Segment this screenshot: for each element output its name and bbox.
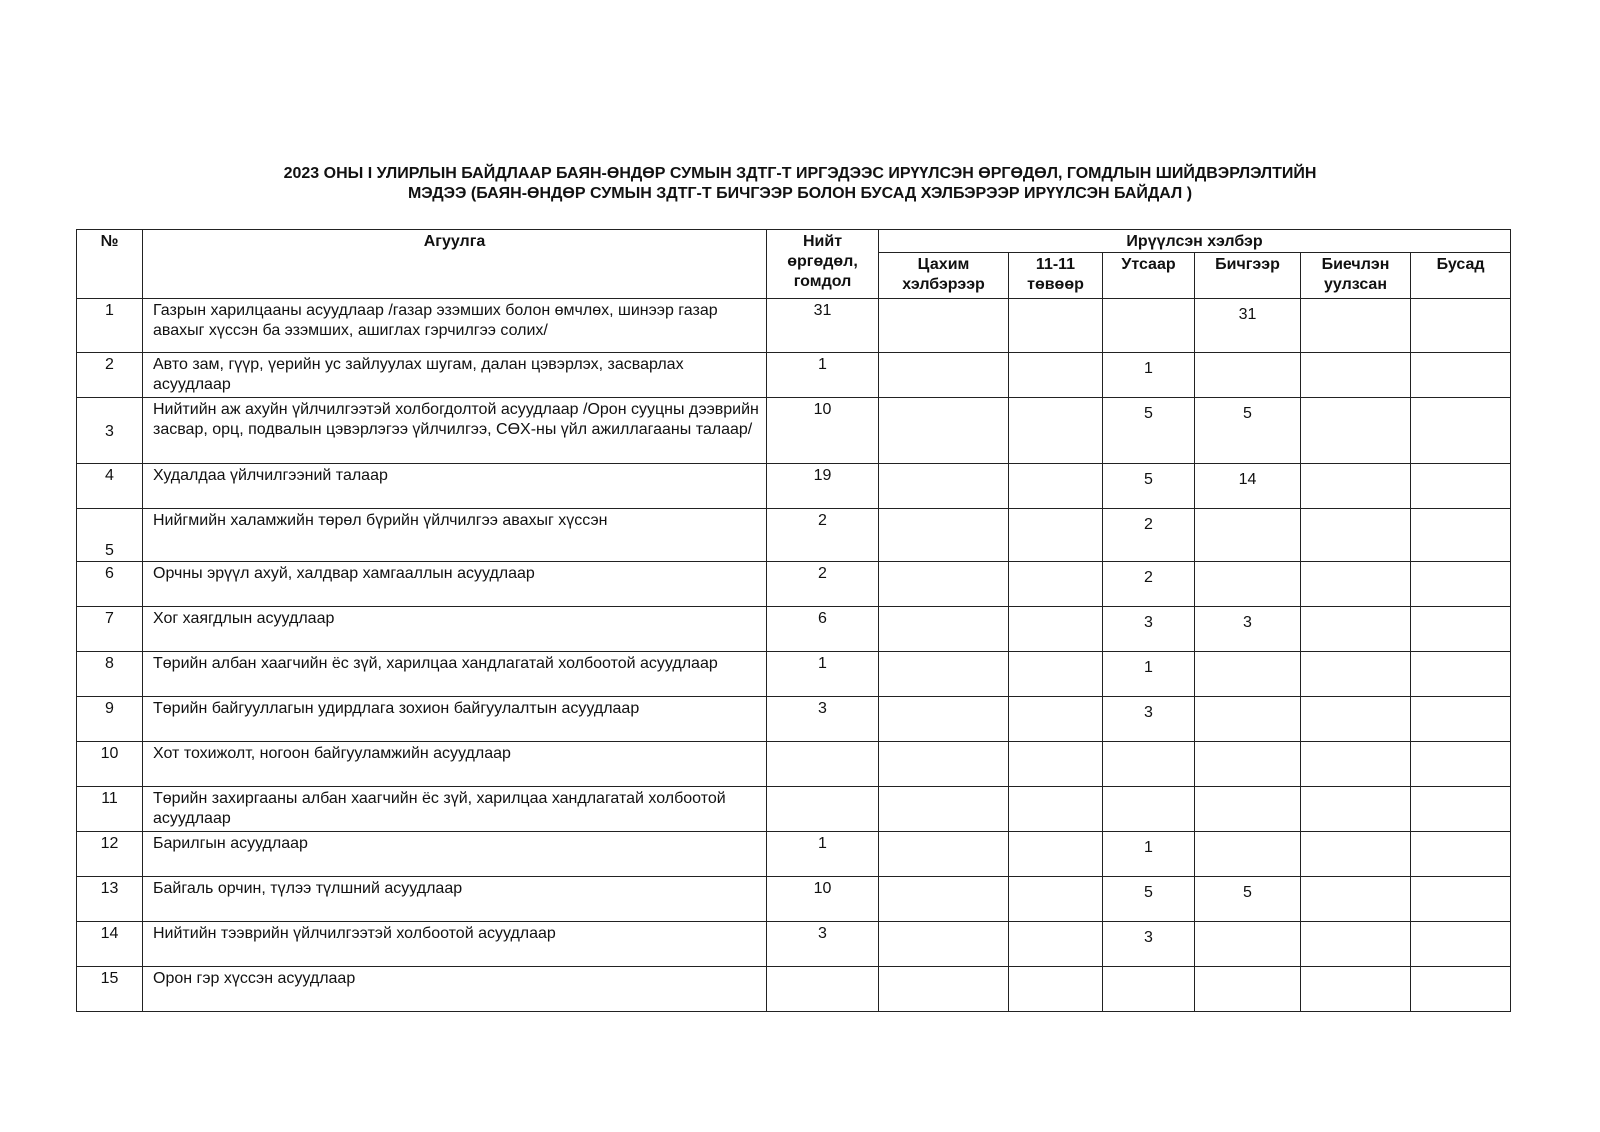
row-in-person: [1301, 398, 1411, 464]
report-title-line-2: МЭДЭЭ (БАЯН-ӨНДӨР СУМЫН ЗДТГ-Т БИЧГЭЭР БОЛОН БУСАД ХЭЛБЭРЭЭР ИРҮҮЛСЭН БАЙДАЛ ): [407, 185, 1193, 202]
row-content: Байгаль орчин, түлээ түлшний асуудлаар: [143, 877, 767, 922]
report-title-line-1: 2023 ОНЫ I УЛИРЛЫН БАЙДЛААР БАЯН-ӨНДӨР СУМЫН ЗДТГ-Т ИРГЭДЭЭС ИРҮҮЛСЭН ӨРГӨДӨЛ, ГОМДЛЫН ШИЙДВЭРЛЭЛТИЙН: [283, 165, 1317, 182]
row-number: 7: [77, 607, 143, 652]
table-row: [77, 697, 1511, 742]
row-phone: 1: [1103, 652, 1195, 697]
table-row: [77, 877, 1511, 922]
table-row: [77, 832, 1511, 877]
row-hotline: [1009, 562, 1103, 607]
table-row: [77, 299, 1511, 353]
row-electronic: [879, 652, 1009, 697]
report-title: [150, 164, 1450, 204]
row-in-person: [1301, 742, 1411, 787]
row-total: [767, 787, 879, 832]
row-in-person: [1301, 607, 1411, 652]
row-in-person: [1301, 562, 1411, 607]
row-total: 6: [767, 607, 879, 652]
row-written: [1195, 787, 1301, 832]
row-other: [1411, 299, 1511, 353]
row-written: [1195, 922, 1301, 967]
row-hotline: [1009, 509, 1103, 562]
row-content: Хот тохижолт, ногоон байгууламжийн асуудлаар: [143, 742, 767, 787]
row-phone: 5: [1103, 464, 1195, 509]
row-total: 1: [767, 832, 879, 877]
row-number: 4: [77, 464, 143, 509]
row-phone: 5: [1103, 398, 1195, 464]
row-hotline: [1009, 607, 1103, 652]
row-electronic: [879, 832, 1009, 877]
row-in-person: [1301, 787, 1411, 832]
row-hotline: [1009, 787, 1103, 832]
row-total: 2: [767, 562, 879, 607]
row-content: Хог хаягдлын асуудлаар: [143, 607, 767, 652]
table-row: [77, 398, 1511, 464]
row-phone: [1103, 787, 1195, 832]
row-electronic: [879, 509, 1009, 562]
row-number: 13: [77, 877, 143, 922]
table-row: [77, 967, 1511, 1012]
row-total: 3: [767, 922, 879, 967]
row-in-person: [1301, 877, 1411, 922]
row-number: 9: [77, 697, 143, 742]
row-total: 1: [767, 652, 879, 697]
row-written: 31: [1195, 299, 1301, 353]
row-electronic: [879, 787, 1009, 832]
row-hotline: [1009, 922, 1103, 967]
row-electronic: [879, 464, 1009, 509]
table-row: [77, 509, 1511, 562]
row-number: 10: [77, 742, 143, 787]
row-total: 10: [767, 398, 879, 464]
row-total: 19: [767, 464, 879, 509]
row-other: [1411, 787, 1511, 832]
row-content: Орон гэр хүссэн асуудлаар: [143, 967, 767, 1012]
table-row: [77, 562, 1511, 607]
row-content: Төрийн байгууллагын удирдлага зохион байгуулалтын асуудлаар: [143, 697, 767, 742]
row-hotline: [1009, 967, 1103, 1012]
row-total: 3: [767, 697, 879, 742]
row-in-person: [1301, 967, 1411, 1012]
header-other: Бусад: [1411, 253, 1511, 299]
row-content: Нийгмийн халамжийн төрөл бүрийн үйлчилгээ авахыг хүссэн: [143, 509, 767, 562]
row-written: 5: [1195, 877, 1301, 922]
row-number: 12: [77, 832, 143, 877]
row-phone: [1103, 299, 1195, 353]
row-written: [1195, 697, 1301, 742]
row-content: Авто зам, гүүр, үерийн ус зайлуулах шугам, далан цэвэрлэх, засварлах асуудлаар: [143, 353, 767, 398]
row-electronic: [879, 967, 1009, 1012]
row-content: Газрын харилцааны асуудлаар /газар эзэмших болон өмчлөх, шинээр газар авахыг хүссэн ба эзэмших, ашиглах гэрчилгээ солих/: [143, 299, 767, 353]
header-total: Нийт өргөдөл, гомдол: [767, 230, 879, 299]
row-content: Төрийн албан хаагчийн ёс зүй, харилцаа хандлагатай холбоотой асуудлаар: [143, 652, 767, 697]
row-number: 11: [77, 787, 143, 832]
row-written: [1195, 742, 1301, 787]
row-other: [1411, 967, 1511, 1012]
header-row-1: [77, 230, 1511, 253]
row-total: 10: [767, 877, 879, 922]
header-no: №: [77, 230, 143, 299]
header-submission-form: Ирүүлсэн хэлбэр: [879, 230, 1511, 253]
row-phone: 3: [1103, 922, 1195, 967]
row-total: 31: [767, 299, 879, 353]
row-written: 5: [1195, 398, 1301, 464]
row-total: 1: [767, 353, 879, 398]
row-content: Нийтийн аж ахуйн үйлчилгээтэй холбогдолтой асуудлаар /Орон сууцны дээврийн засвар, орц, подвалын цэвэрлэгээ үйлчилгээ, СӨХ-ны үйл ажиллагааны талаар/: [143, 398, 767, 464]
header-hotline: 11-11 төвөөр: [1009, 253, 1103, 299]
row-in-person: [1301, 832, 1411, 877]
table-row: [77, 742, 1511, 787]
row-phone: 3: [1103, 607, 1195, 652]
row-in-person: [1301, 922, 1411, 967]
row-electronic: [879, 562, 1009, 607]
row-number: 3: [77, 398, 143, 464]
row-total: [767, 742, 879, 787]
row-phone: 1: [1103, 353, 1195, 398]
row-other: [1411, 877, 1511, 922]
row-number: 15: [77, 967, 143, 1012]
row-written: 3: [1195, 607, 1301, 652]
row-electronic: [879, 299, 1009, 353]
row-total: 2: [767, 509, 879, 562]
table-row: [77, 652, 1511, 697]
row-in-person: [1301, 652, 1411, 697]
row-written: 14: [1195, 464, 1301, 509]
row-written: [1195, 832, 1301, 877]
row-phone: 3: [1103, 697, 1195, 742]
header-in-person: Биечлэн уулзсан: [1301, 253, 1411, 299]
row-in-person: [1301, 353, 1411, 398]
row-in-person: [1301, 464, 1411, 509]
row-content: Барилгын асуудлаар: [143, 832, 767, 877]
row-in-person: [1301, 509, 1411, 562]
row-content: Төрийн захиргааны албан хаагчийн ёс зүй, харилцаа хандлагатай холбоотой асуудлаар: [143, 787, 767, 832]
row-phone: 5: [1103, 877, 1195, 922]
row-electronic: [879, 398, 1009, 464]
row-other: [1411, 652, 1511, 697]
row-total: [767, 967, 879, 1012]
row-electronic: [879, 922, 1009, 967]
header-content: Агуулга: [143, 230, 767, 299]
header-phone: Утсаар: [1103, 253, 1195, 299]
row-phone: 1: [1103, 832, 1195, 877]
row-other: [1411, 922, 1511, 967]
row-in-person: [1301, 697, 1411, 742]
row-content: Худалдаа үйлчилгээний талаар: [143, 464, 767, 509]
row-other: [1411, 464, 1511, 509]
row-phone: 2: [1103, 562, 1195, 607]
row-other: [1411, 509, 1511, 562]
header-electronic: Цахим хэлбэрээр: [879, 253, 1009, 299]
row-number: 2: [77, 353, 143, 398]
row-hotline: [1009, 832, 1103, 877]
row-phone: [1103, 967, 1195, 1012]
row-number: 1: [77, 299, 143, 353]
table-row: [77, 787, 1511, 832]
table-row: [77, 607, 1511, 652]
row-phone: [1103, 742, 1195, 787]
row-other: [1411, 742, 1511, 787]
row-electronic: [879, 877, 1009, 922]
complaints-table: [76, 229, 1511, 1012]
row-hotline: [1009, 652, 1103, 697]
header-written: Бичгээр: [1195, 253, 1301, 299]
row-number: 8: [77, 652, 143, 697]
table-row: [77, 922, 1511, 967]
row-written: [1195, 353, 1301, 398]
row-content: Орчны эрүүл ахуй, халдвар хамгааллын асуудлаар: [143, 562, 767, 607]
row-in-person: [1301, 299, 1411, 353]
row-written: [1195, 652, 1301, 697]
row-content: Нийтийн тээврийн үйлчилгээтэй холбоотой асуудлаар: [143, 922, 767, 967]
row-other: [1411, 607, 1511, 652]
row-written: [1195, 562, 1301, 607]
row-hotline: [1009, 742, 1103, 787]
row-electronic: [879, 607, 1009, 652]
row-number: 5: [77, 509, 143, 562]
row-hotline: [1009, 398, 1103, 464]
row-electronic: [879, 697, 1009, 742]
row-other: [1411, 353, 1511, 398]
row-phone: 2: [1103, 509, 1195, 562]
row-hotline: [1009, 299, 1103, 353]
row-number: 6: [77, 562, 143, 607]
row-other: [1411, 562, 1511, 607]
row-electronic: [879, 353, 1009, 398]
row-electronic: [879, 742, 1009, 787]
row-hotline: [1009, 877, 1103, 922]
row-hotline: [1009, 353, 1103, 398]
row-written: [1195, 967, 1301, 1012]
row-hotline: [1009, 697, 1103, 742]
table-body: [77, 299, 1511, 1012]
row-other: [1411, 832, 1511, 877]
row-written: [1195, 509, 1301, 562]
row-other: [1411, 697, 1511, 742]
table-row: [77, 464, 1511, 509]
table-row: [77, 353, 1511, 398]
row-number: 14: [77, 922, 143, 967]
row-other: [1411, 398, 1511, 464]
row-hotline: [1009, 464, 1103, 509]
